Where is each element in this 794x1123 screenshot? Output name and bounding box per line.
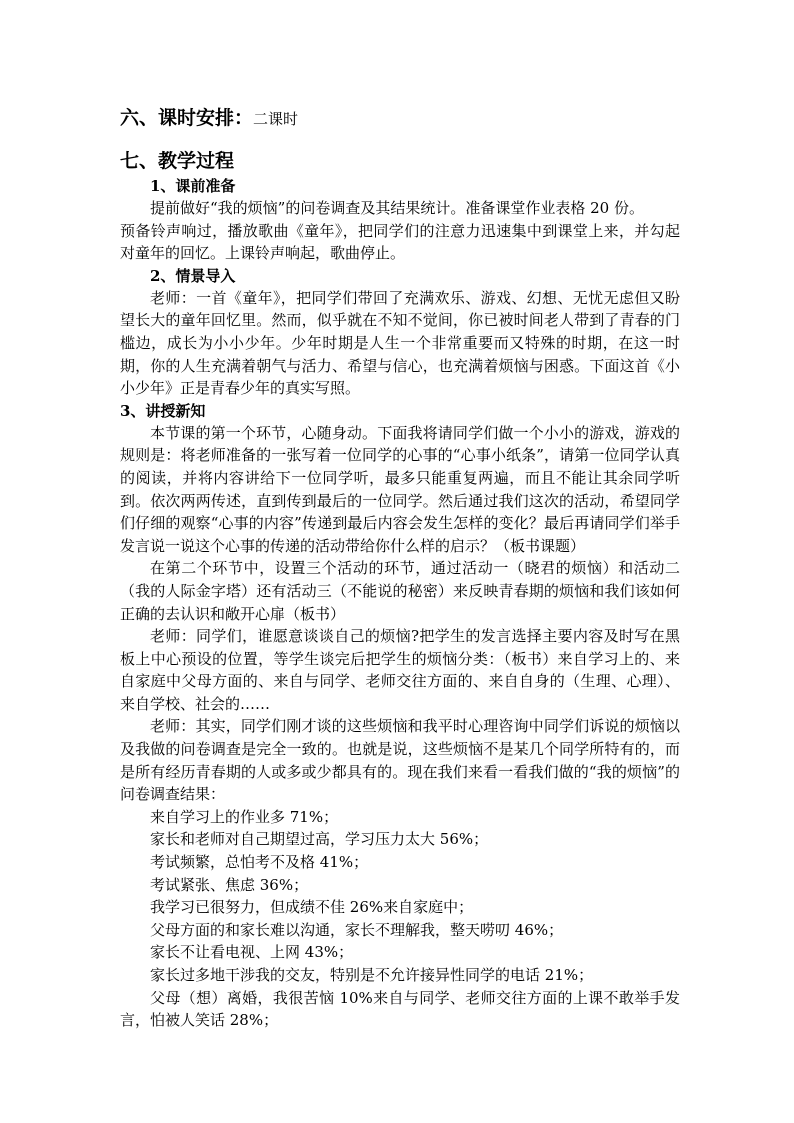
- paragraph-preparation-1: 提前做好“我的烦恼”的问卷调查及其结果统计。准备课堂作业表格 20 份。: [150, 199, 644, 217]
- paragraph-new-knowledge-1: 本节课的第一个环节，心随身动。下面我将请同学们做一个小小的游戏，游戏的规则是：将老师准备的一张写着一位同学的心事的“心事小纸条”，请第一位同学认真的阅读，并将内容讲给下一位同学听，最多只能重复两遍，而且不能让其余同学听到。依次两两传述，直到传到最后的一位同学。然后通过我们这次的活动，希望同学们仔细的观察“心事的内容”传递到最后内容会发生怎样的变化？最后再请同学们举手发言说一说这个心事的传递的活动带给你什么样的启示？（板书课题）: [120, 423, 680, 555]
- subheading-introduction: 2、情景导入: [150, 266, 236, 285]
- survey-result-item: 考试紧张、焦虑 36%；: [150, 875, 309, 894]
- section-title-schedule: 六、课时安排：: [120, 107, 254, 129]
- survey-result-item: 父母（想）离婚，我很苦恼 10%来自与同学、老师交往方面的上课不敢举手发言，怕被人笑话 28%；: [120, 988, 680, 1030]
- survey-results-list: [120, 806, 680, 1032]
- survey-result-item: 父母方面的和家长难以沟通，家长不理解我，整天唠叨 46%；: [150, 920, 564, 939]
- section-heading-schedule: [120, 104, 680, 133]
- survey-result-item: 考试频繁，总怕考不及格 41%；: [150, 853, 369, 872]
- section-heading-process: 七、教学过程: [120, 150, 235, 172]
- section-value-schedule: 二课时: [253, 110, 299, 128]
- survey-result-item: 家长和老师对自己期望过高，学习压力太大 56%；: [150, 830, 489, 849]
- paragraph-new-knowledge-4: 老师：其实，同学们刚才谈的这些烦恼和我平时心理咨询中同学们诉说的烦恼以及我做的问卷调查是完全一致的。也就是说，这些烦恼不是某几个同学所特有的，而是所有经历青春期的人或多或少都具有的。现在我们来看一看我们做的“我的烦恼”的问卷调查结果：: [120, 717, 680, 804]
- paragraph-introduction-1: 老师：一首《童年》，把同学们带回了充满欢乐、游戏、幻想、无忧无虑但又盼望长大的童年回忆里。然而，似乎就在不知不觉间，你已被时间老人带到了青春的门槛边，成长为小小少年。少年时期是人生一个非常重要而又特殊的时期，在这一时期，你的人生充满着朝气与活力、希望与信心，也充满着烦恼与困惑。下面这首《小小少年》正是青春少年的真实写照。: [120, 288, 680, 398]
- survey-result-item: 来自学习上的作业多 71%；: [150, 807, 339, 826]
- paragraph-new-knowledge-3: 老师：同学们，谁愿意谈谈自己的烦恼?把学生的发言选择主要内容及时写在黑板上中心预设的位置，等学生谈完后把学生的烦恼分类：（板书）来自学习上的、来自家庭中父母方面的、来自与同学、老师交往方面的、来自自身的（生理、心理）、来自学校、社会的……: [120, 627, 680, 713]
- paragraph-new-knowledge-2: 在第二个环节中，设置三个活动的环节，通过活动一（晓君的烦恼）和活动二（我的人际金字塔）还有活动三（不能说的秘密）来反映青春期的烦恼和我们该如何正确的去认识和敞开心扉（板书）: [120, 559, 680, 623]
- survey-result-item: 家长过多地干涉我的交友，特别是不允许接异性同学的电话 21%；: [150, 966, 594, 984]
- document-page: [120, 104, 680, 1032]
- subheading-new-knowledge: 3、讲授新知: [120, 401, 206, 420]
- survey-result-item: 家长不让看电视、上网 43%；: [150, 943, 354, 962]
- subheading-preparation: 1、课前准备: [150, 177, 236, 195]
- survey-result-item: 我学习已很努力，但成绩不佳 26%来自家庭中；: [150, 898, 474, 917]
- paragraph-preparation-2: 预备铃声响过，播放歌曲《童年》，把同学们的注意力迅速集中到课堂上来，并勾起对童年的回忆。上课铃声响起，歌曲停止。: [120, 221, 680, 263]
